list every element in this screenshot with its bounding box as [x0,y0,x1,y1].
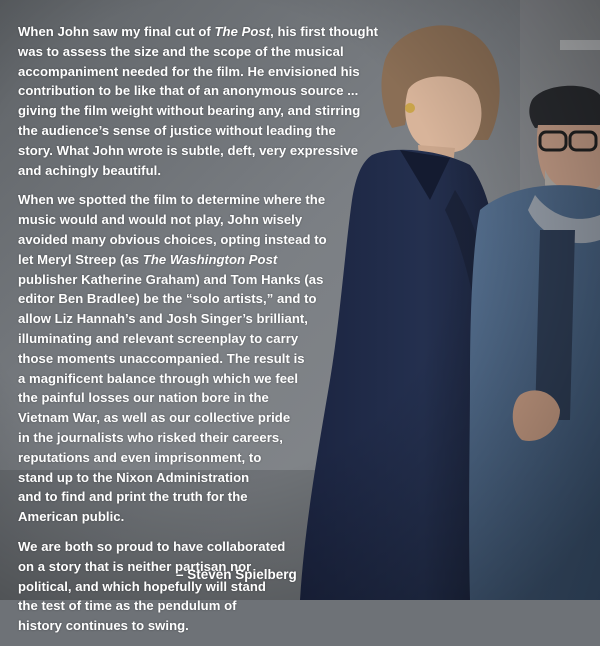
text-line [18,448,358,468]
text-line [18,349,358,369]
text-line [18,616,358,636]
text-line [18,22,379,42]
text-segment: American public. [18,509,125,525]
text-line [18,428,358,448]
text-line [18,329,358,349]
text-segment: history continues to swing. [18,618,189,634]
text-line [18,190,358,210]
italic-title: The Post [214,24,271,39]
text-segment: , his first thought [270,24,379,39]
text-segment: music would and would not play, John wisely [18,212,303,228]
text-segment: Vietnam War, as well as our collective pride [18,410,291,426]
text-line [18,289,358,309]
signature: – Steven Spielberg [176,567,297,582]
text-segment: editor Ben Bradlee) be the “solo artists,” and to [18,291,317,307]
text-line [18,309,358,329]
text-segment: and achingly beautiful. [18,162,162,178]
text-segment: the audience’s sense of justice without leading the [18,122,336,138]
text-line [18,81,358,101]
text-line [18,468,358,488]
text-segment: avoided many obvious choices, opting instead to [18,231,327,247]
text-segment: accompaniment needed for the film. He envisioned his [18,63,360,79]
text-segment: allow Liz Hannah’s and Josh Singer’s brilliant, [18,311,308,327]
paragraph [18,22,379,180]
text-line [18,121,358,141]
text-line [18,250,358,270]
text-segment: We are both so proud to have collaborated [18,538,286,554]
paragraph [18,190,358,527]
text-segment: and to find and print the truth for the [18,489,248,505]
text-segment: publisher Katherine Graham) and Tom Hanks (as [18,271,324,287]
text-segment: stand up to the Nixon Administration [18,469,250,485]
text-line [18,537,358,557]
text-segment: on a story that is neither partisan nor [18,558,252,574]
text-segment: illuminating and relevant screenplay to carry [18,330,299,346]
text-line [18,62,358,82]
text-line [18,42,358,62]
text-line [18,210,358,230]
text-segment: let Meryl Streep (as [18,251,143,267]
text-line [18,408,358,428]
italic-title: The Washington Post [142,251,278,267]
text-line [18,388,358,408]
liner-note-text [18,22,379,646]
text-line [18,230,358,250]
text-segment: was to assess the size and the scope of the musical [18,43,344,59]
text-line [18,141,358,161]
text-line [18,596,358,616]
text-segment: in the journalists who risked their careers, [18,429,283,445]
text-segment: political, and which hopefully will stand [18,578,266,594]
text-segment: story. What John wrote is subtle, deft, very expressive [18,142,359,158]
text-segment: When John saw my final cut of [18,24,215,39]
text-segment: contribution to be like that of an anonymous source ... [18,83,359,99]
text-line [18,507,358,527]
text-line [18,487,358,507]
text-segment: the test of time as the pendulum of [18,598,237,614]
text-segment: those moments unaccompanied. The result is [18,350,305,366]
text-segment: When we spotted the film to determine where the [18,192,326,208]
text-segment: a magnificent balance through which we feel [18,370,299,386]
text-segment: the painful losses our nation bore in the [18,390,269,406]
text-segment: reputations and even imprisonment, to [18,449,262,465]
text-line [18,369,358,389]
text-segment: giving the film weight without bearing any, and stirring [18,103,361,119]
text-line [18,101,361,121]
text-line [18,270,358,290]
paragraph [18,537,358,636]
text-line [18,161,358,181]
